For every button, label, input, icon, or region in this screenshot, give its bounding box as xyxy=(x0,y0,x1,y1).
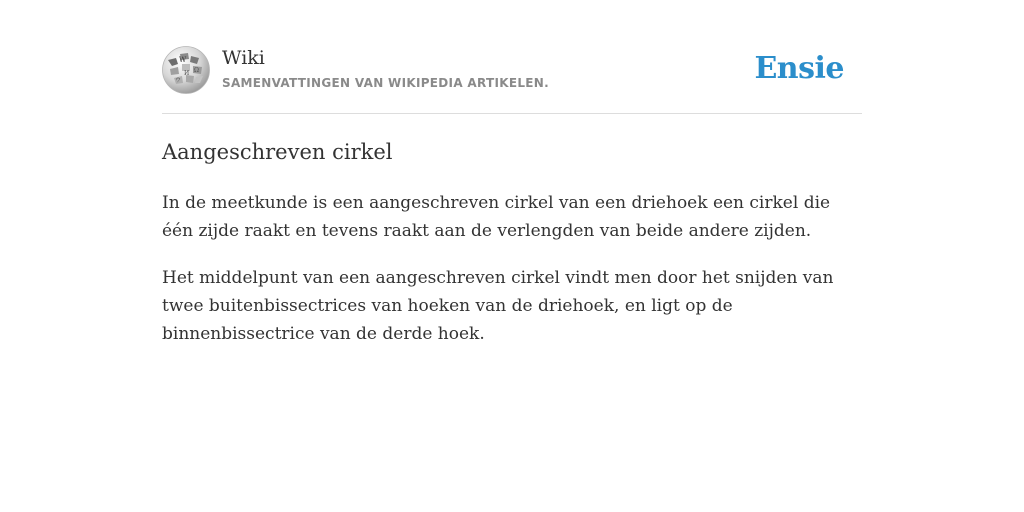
svg-text:ウ: ウ xyxy=(175,77,182,84)
svg-text:И: И xyxy=(184,70,190,77)
svg-text:W: W xyxy=(179,56,187,64)
site-header xyxy=(162,0,862,114)
site-tagline: SAMENVATTINGEN VAN WIKIPEDIA ARTIKELEN. xyxy=(222,76,549,90)
site-title[interactable]: Wiki xyxy=(222,47,265,69)
article-body xyxy=(162,189,862,367)
article-paragraph: In de meetkunde is een aangeschreven cirkel van een driehoek een cirkel die één zijde raakt en tevens raakt aan de verlengden van beide andere zijden. xyxy=(162,193,831,241)
page xyxy=(162,0,862,344)
article-title: Aangeschreven cirkel xyxy=(162,140,393,164)
article-paragraph: Het middelpunt van een aangeschreven cirkel vindt men door het snijden van twee buitenbissectrices van hoeken van de driehoek, en ligt op de binnenbissectrice van de derde hoek. xyxy=(162,268,834,344)
svg-text:Ω: Ω xyxy=(194,67,199,74)
ensie-logo-link[interactable]: Ensie xyxy=(754,51,844,86)
wikipedia-globe-icon[interactable] xyxy=(162,46,210,94)
